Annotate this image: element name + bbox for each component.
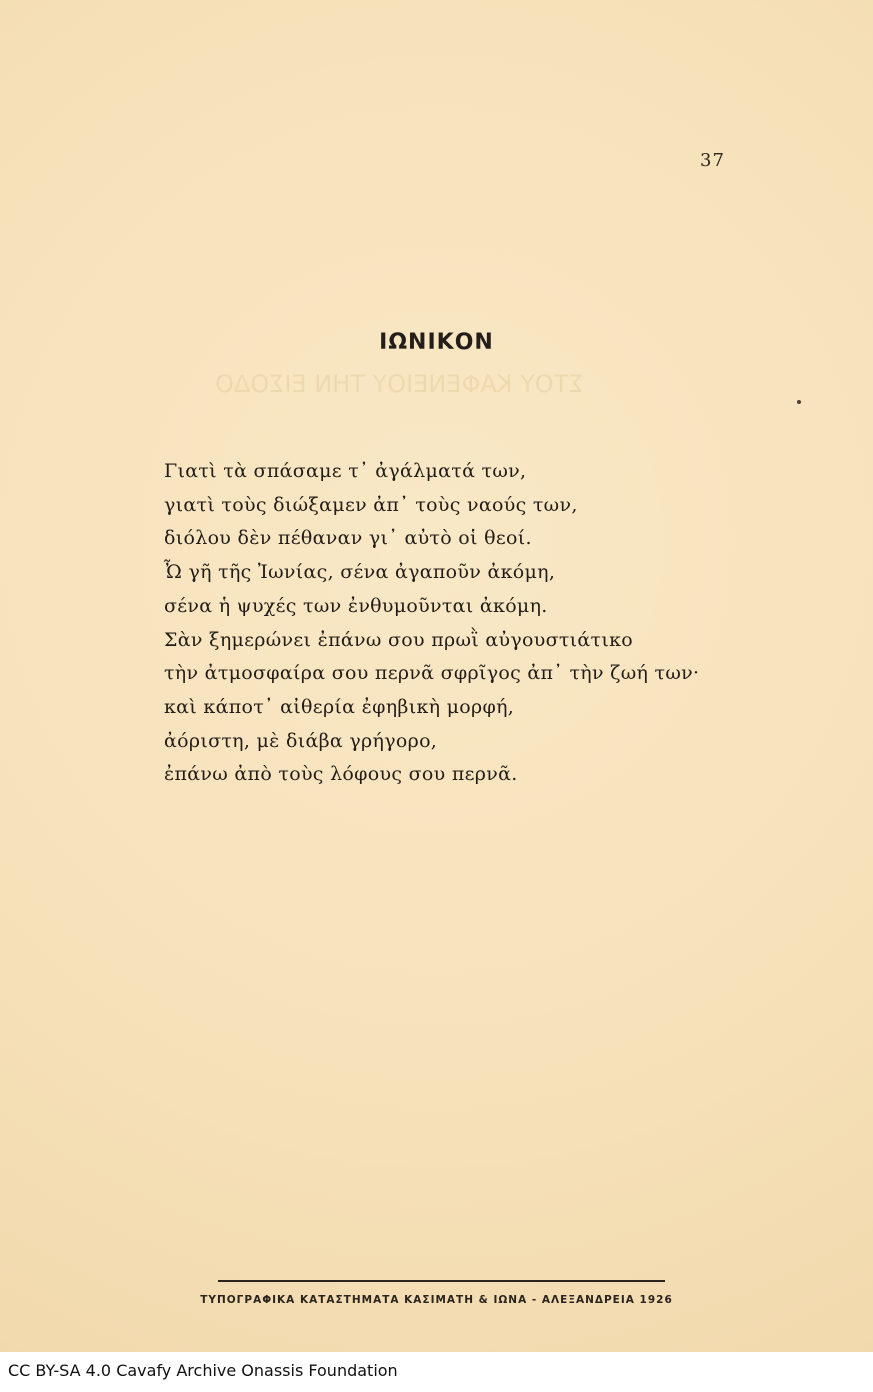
poem-line: τὴν ἀτμοσφαίρα σου περνᾶ σφρῖγος ἀπ᾿ τὴν ζωή των· bbox=[164, 662, 700, 685]
poem-line: Γιατὶ τὰ σπάσαμε τ᾿ ἀγάλματά των, bbox=[164, 460, 527, 482]
poem-body bbox=[164, 455, 699, 792]
page-number: 37 bbox=[700, 150, 725, 171]
credit-bar bbox=[0, 1352, 873, 1392]
poem-line: ἀόριστη, μὲ διάβα γρήγορο, bbox=[164, 729, 438, 752]
poem-line: Ὦ γῆ τῆς Ἰωνίας, σένα ἀγαποῦν ἀκόμη, bbox=[164, 561, 556, 584]
poem-line: καὶ κάποτ᾿ αἰθερία ἐφηβικὴ μορφή, bbox=[164, 695, 515, 718]
poem-line: Σὰν ξημερώνει ἐπάνω σου πρωῒ αὐγουστιάτικο bbox=[164, 628, 634, 651]
printer-imprint: ΤΥΠΟΓΡΑΦΙΚΑ ΚΑΤΑΣΤΗΜΑΤΑ ΚΑΣΙΜΑΤΗ & ΙΩΝΑ - ΑΛΕΞΑΝΔΡΕΙΑ 1926 bbox=[200, 1294, 673, 1306]
footer-rule bbox=[218, 1280, 665, 1282]
ink-speck bbox=[797, 400, 801, 404]
poem-line: γιατὶ τοὺς διώξαμεν ἀπ᾿ τοὺς ναούς των, bbox=[164, 493, 578, 516]
poem-title: ΙΩΝΙΚΟΝ bbox=[379, 330, 494, 355]
license-credit: CC BY-SA 4.0 Cavafy Archive Onassis Foundation bbox=[8, 1361, 398, 1380]
bleed-through-text: ΣΤΟΥ ΚΑΦΕΝΕΙΟΥ ΤΗΝ ΕΙΣΟΔΟ bbox=[215, 370, 584, 398]
poem-line: διόλου δὲν πέθαναν γι᾿ αὐτὸ οἱ θεοί. bbox=[164, 527, 532, 550]
poem-line: ἐπάνω ἀπὸ τοὺς λόφους σου περνᾶ. bbox=[164, 763, 518, 786]
poem-line: σένα ἡ ψυχές των ἐνθυμοῦνται ἀκόμη. bbox=[164, 594, 548, 617]
